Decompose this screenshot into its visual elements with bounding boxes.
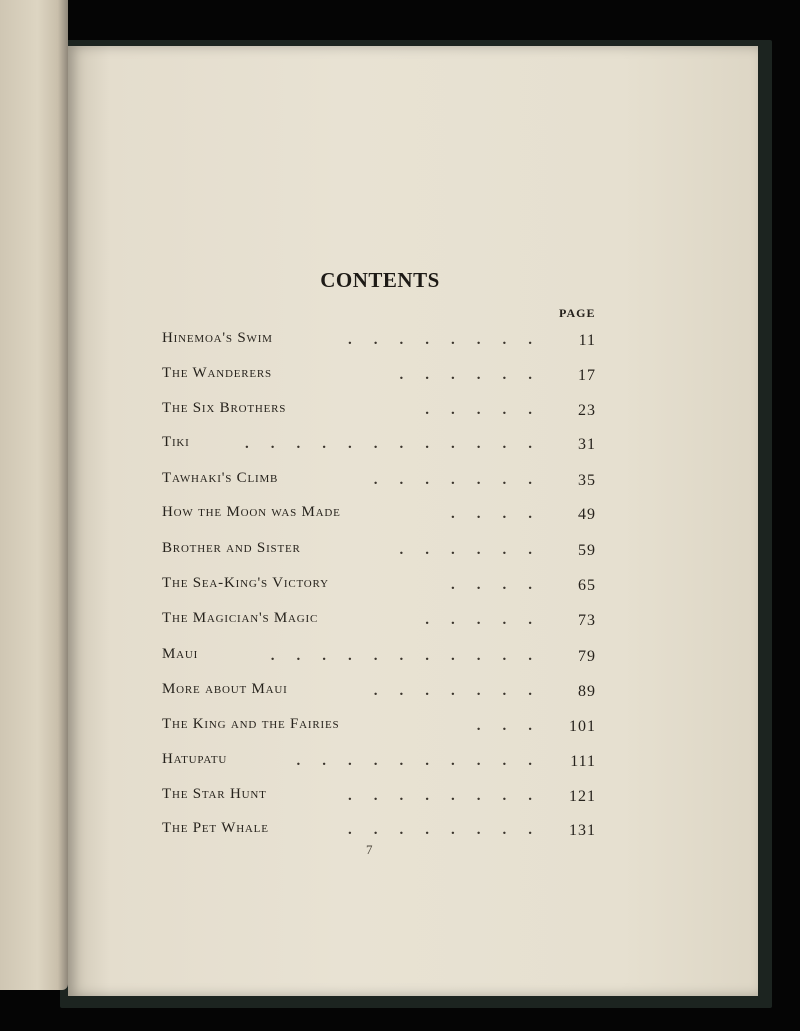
leader-dots: ........... xyxy=(270,648,554,664)
entry-title: Hatupatu xyxy=(162,751,228,767)
contents-entry xyxy=(162,434,602,456)
entry-title: The Pet Whale xyxy=(162,820,269,836)
leader-dots: .... xyxy=(451,577,554,593)
entry-title: More about Maui xyxy=(162,681,288,697)
entry-title: The King and the Fairies xyxy=(162,716,340,732)
entry-page: 89 xyxy=(578,683,596,700)
leader-dots: ....... xyxy=(373,683,554,699)
page-number: 7 xyxy=(366,842,373,857)
entry-title: The Star Hunt xyxy=(162,786,267,802)
contents-entry xyxy=(162,716,602,738)
entry-page: 65 xyxy=(578,577,596,594)
leader-dots: ..... xyxy=(425,402,554,418)
leader-dots: ............ xyxy=(245,436,554,452)
leader-dots: ...... xyxy=(399,542,554,558)
contents-entry xyxy=(162,820,602,842)
entry-page: 49 xyxy=(578,506,596,523)
entry-title: The Magician's Magic xyxy=(162,610,319,626)
contents-entry xyxy=(162,504,602,526)
entry-page: 31 xyxy=(578,436,596,453)
contents-heading: CONTENTS xyxy=(320,268,440,292)
contents-entry xyxy=(162,540,602,562)
contents-entry xyxy=(162,575,602,597)
leader-dots: .......... xyxy=(296,753,554,769)
entry-page: 23 xyxy=(578,402,596,419)
entry-title: Brother and Sister xyxy=(162,540,301,556)
page-column-label: PAGE xyxy=(559,306,596,320)
entry-page: 79 xyxy=(578,648,596,665)
contents-entry xyxy=(162,330,602,352)
entry-title: The Sea-King's Victory xyxy=(162,575,329,591)
entry-title: Tiki xyxy=(162,434,190,450)
entry-page: 35 xyxy=(578,472,596,489)
leader-dots: ....... xyxy=(373,472,554,488)
contents-entry xyxy=(162,400,602,422)
contents-entry xyxy=(162,751,602,773)
leader-dots: .... xyxy=(451,506,554,522)
leader-dots: ..... xyxy=(425,612,554,628)
entry-page: 73 xyxy=(578,612,596,629)
leader-dots: ........ xyxy=(348,822,554,838)
entry-title: Tawhaki's Climb xyxy=(162,470,279,486)
contents-entry xyxy=(162,681,602,703)
entry-title: The Six Brothers xyxy=(162,400,287,416)
entry-page: 101 xyxy=(569,718,596,735)
entry-page: 111 xyxy=(570,753,596,770)
contents-entry xyxy=(162,786,602,808)
entry-page: 131 xyxy=(569,822,596,839)
entry-page: 121 xyxy=(569,788,596,805)
contents-entry xyxy=(162,365,602,387)
entry-page: 59 xyxy=(578,542,596,559)
leader-dots: ...... xyxy=(399,367,554,383)
contents-entry xyxy=(162,646,602,668)
leader-dots: ........ xyxy=(348,788,554,804)
entry-page: 17 xyxy=(578,367,596,384)
entry-title: Maui xyxy=(162,646,199,662)
entry-page: 11 xyxy=(578,332,596,349)
leader-dots: ... xyxy=(476,718,554,734)
contents-entry xyxy=(162,610,602,632)
entry-title: The Wanderers xyxy=(162,365,272,381)
entry-title: How the Moon was Made xyxy=(162,504,341,520)
leader-dots: ........ xyxy=(348,332,554,348)
entry-title: Hinemoa's Swim xyxy=(162,330,273,346)
contents-entry xyxy=(162,470,602,492)
